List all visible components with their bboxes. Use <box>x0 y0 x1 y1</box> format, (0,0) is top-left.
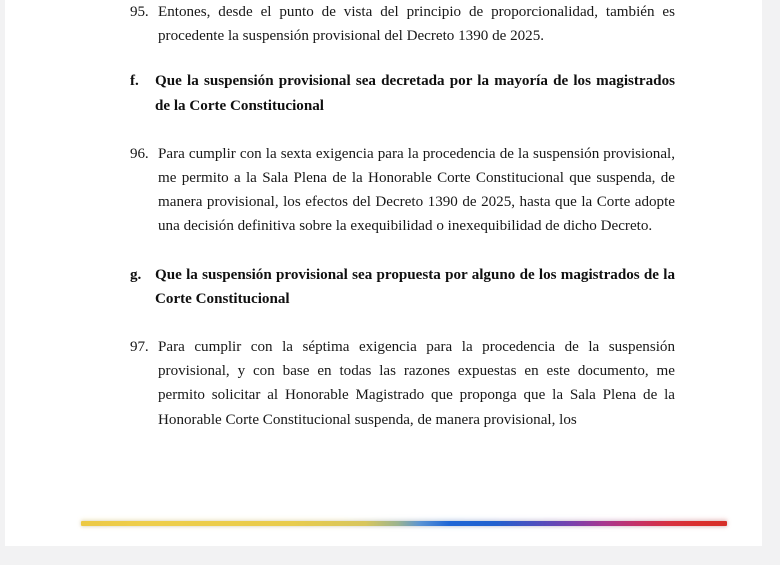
paragraph-text: Para cumplir con la sexta exigencia para la procedencia de la suspensión provisional, me permito a la Sala Plena de la Honorable Corte Constitucional que suspenda, de manera provisional, los efectos del Decreto 1390 de 2025, hasta que la Corte adopte una decisión definitiva sobre la exequibilidad o inexequibilidad de dicho Decreto. <box>158 145 675 235</box>
heading-letter: f. <box>130 73 139 90</box>
paragraph-text: Para cumplir con la séptima exigencia para la procedencia de la suspensión provisional, y con base en todas las razones expuestas en este documento, me permito solicitar al Honorable Magistrado que proponga que la Sala Plena de la Honorable Corte Constitucional suspenda, de manera provisional, los <box>158 339 675 428</box>
spacer <box>130 118 675 142</box>
paragraph-text: Entones, desde el punto de vista del principio de proporcionalidad, también es procedente la suspensión provisional del Decreto 1390 de 2025. <box>158 4 675 45</box>
paragraph-number: 96. <box>130 145 149 162</box>
footer-gradient-line <box>81 521 727 526</box>
heading-text: Que la suspensión provisional sea propuesta por alguno de los magistrados de la Corte Constitucional <box>155 266 675 307</box>
lettered-heading-f <box>130 69 675 117</box>
paragraph-number: 95. <box>130 4 149 20</box>
numbered-paragraph-96 <box>130 142 675 239</box>
numbered-paragraph-95 <box>130 0 675 48</box>
heading-text: Que la suspensión provisional sea decretada por la mayoría de los magistrados de la Corte Constitucional <box>155 73 675 114</box>
lettered-heading-g <box>130 263 675 311</box>
document-page <box>5 0 762 546</box>
spacer <box>130 48 675 69</box>
footer-gradient-rule <box>81 519 727 527</box>
spacer <box>130 239 675 263</box>
page-content <box>130 0 675 432</box>
numbered-paragraph-97 <box>130 335 675 432</box>
paragraph-number: 97. <box>130 339 149 356</box>
heading-letter: g. <box>130 266 142 283</box>
spacer <box>130 311 675 335</box>
